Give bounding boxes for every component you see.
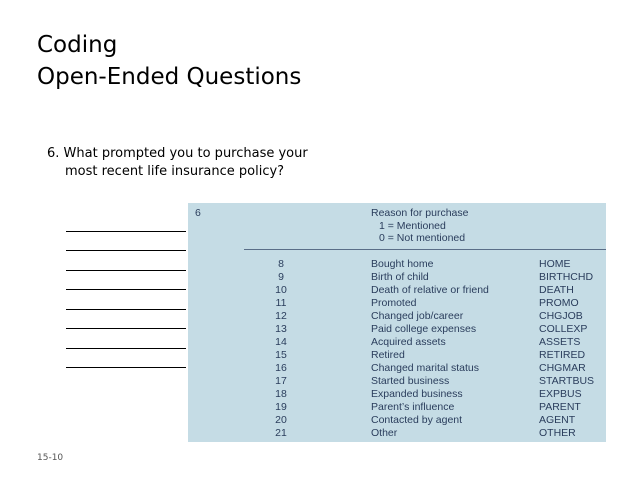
codebook-table	[188, 203, 606, 442]
slide-title	[37, 29, 301, 93]
codebook-code: 18	[275, 388, 287, 400]
codebook-rows	[188, 258, 606, 440]
codebook-row	[188, 349, 606, 362]
answer-blank-line	[66, 290, 186, 310]
codebook-variable: RETIRED	[539, 349, 586, 361]
codebook-row	[188, 310, 606, 323]
codebook-reason: Changed job/career	[371, 310, 464, 322]
codebook-row	[188, 284, 606, 297]
codebook-variable: CHGJOB	[539, 310, 583, 322]
codebook-code: 14	[275, 336, 287, 348]
codebook-code: 15	[275, 349, 287, 361]
codebook-reason: Other	[371, 427, 398, 439]
codebook-row	[188, 336, 606, 349]
codebook-reason: Started business	[371, 375, 450, 387]
codebook-header-option-1: 1 = Mentioned	[379, 219, 446, 232]
answer-blank-line	[66, 329, 186, 349]
codebook-header-title: Reason for purchase	[371, 207, 469, 219]
codebook-variable: COLLEXP	[539, 323, 588, 335]
answer-blank-line	[66, 271, 186, 291]
codebook-reason: Contacted by agent	[371, 414, 463, 426]
codebook-row	[188, 297, 606, 310]
codebook-reason: Promoted	[371, 297, 417, 309]
codebook-row	[188, 271, 606, 284]
codebook-reason: Retired	[371, 349, 405, 361]
codebook-reason: Birth of child	[371, 271, 429, 283]
codebook-header-option-0: 0 = Not mentioned	[379, 232, 466, 244]
codebook-reason: Changed marital status	[371, 362, 479, 374]
codebook-row	[188, 427, 606, 440]
answer-blank-line	[66, 251, 186, 271]
title-line-1: Coding	[37, 32, 118, 58]
codebook-variable: EXPBUS	[539, 388, 582, 400]
codebook-variable: PROMO	[539, 297, 579, 309]
codebook-row	[188, 401, 606, 414]
answer-blank-line	[66, 349, 186, 369]
codebook-header	[371, 207, 468, 245]
answer-blank-line	[66, 212, 186, 232]
codebook-row	[188, 388, 606, 401]
codebook-reason: Paid college expenses	[371, 323, 477, 335]
question-text	[47, 145, 308, 181]
codebook-variable: BIRTHCHD	[539, 271, 594, 283]
answer-blanks	[66, 212, 186, 368]
answer-blank-line	[66, 310, 186, 330]
codebook-row	[188, 362, 606, 375]
codebook-variable: STARTBUS	[539, 375, 595, 387]
answer-blank-line	[66, 232, 186, 252]
codebook-row	[188, 258, 606, 271]
slide-number: 15-10	[37, 453, 64, 463]
codebook-code: 8	[278, 258, 284, 270]
codebook-code: 17	[275, 375, 287, 387]
codebook-reason: Death of relative or friend	[371, 284, 489, 296]
codebook-code: 20	[275, 414, 287, 426]
codebook-question-number: 6	[195, 207, 201, 219]
codebook-code: 10	[275, 284, 287, 296]
codebook-variable: ASSETS	[539, 336, 581, 348]
codebook-row	[188, 323, 606, 336]
question-line-2: most recent life insurance policy?	[65, 164, 285, 179]
codebook-code: 12	[275, 310, 287, 322]
codebook-code: 13	[275, 323, 287, 335]
question-line-1: 6. What prompted you to purchase your	[47, 146, 308, 161]
codebook-code: 21	[275, 427, 287, 439]
codebook-code: 11	[275, 297, 287, 309]
codebook-reason: Expanded business	[371, 388, 463, 400]
codebook-row	[188, 375, 606, 388]
codebook-variable: AGENT	[539, 414, 576, 426]
codebook-reason: Acquired assets	[371, 336, 446, 348]
codebook-variable: OTHER	[539, 427, 576, 439]
codebook-variable: CHGMAR	[539, 362, 586, 374]
codebook-code: 16	[275, 362, 287, 374]
codebook-variable: PARENT	[539, 401, 581, 413]
codebook-divider	[244, 249, 606, 250]
codebook-reason: Bought home	[371, 258, 434, 270]
codebook-row	[188, 414, 606, 427]
codebook-code: 19	[275, 401, 287, 413]
codebook-code: 9	[278, 271, 284, 283]
codebook-variable: DEATH	[539, 284, 574, 296]
title-line-2: Open-Ended Questions	[37, 64, 302, 90]
codebook-reason: Parent’s influence	[371, 401, 455, 413]
codebook-variable: HOME	[539, 258, 571, 270]
